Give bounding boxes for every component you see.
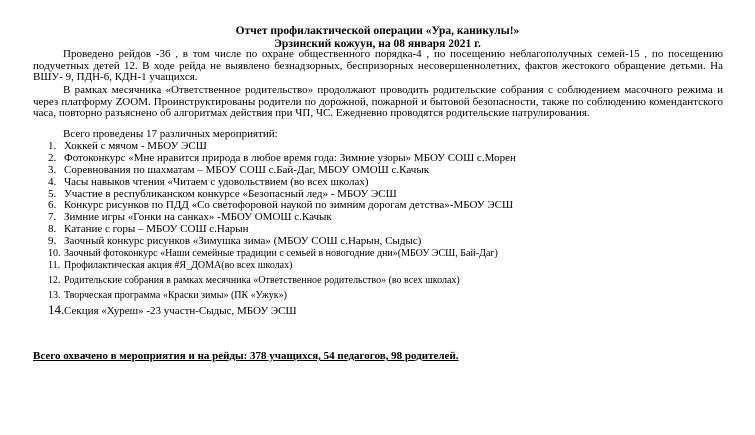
list-item-number: 1. (48, 140, 57, 152)
list-item-number: 13. (48, 289, 61, 301)
list-item-number: 9. (48, 235, 57, 248)
list-item (48, 259, 516, 271)
list-item-number: 4. (48, 175, 57, 188)
list-item (48, 176, 516, 188)
raids-paragraph: Проведено рейдов -36 , в том числе по охране общественного порядка-4 , по посещению неблагополучных семей-15 , по посещению подучетных детей 12. В ходе рейда не выявлено безнадзорных, беспризорных несовершеннолетних, фактов жестокого обращение детьми. На ВШУ- 9, ПДН-6, КДН-1 учащихся. (33, 48, 723, 83)
list-item (48, 164, 516, 176)
list-item-text: Участие в республиканском конкурсе «Безопасный лед» - МБОУ ЭСШ (64, 187, 397, 200)
list-item (48, 289, 516, 301)
list-item-text: Родительские собрания в рамках месячника «Ответственное родительство» (во всех школах) (64, 274, 460, 286)
list-item (48, 235, 516, 247)
list-item-number: 8. (48, 223, 57, 236)
events-list (48, 140, 516, 320)
list-item-number: 14. (48, 301, 65, 317)
list-item-number: 2. (48, 151, 57, 164)
list-item (48, 152, 516, 164)
list-item (48, 223, 516, 235)
list-item-number: 11. (48, 259, 61, 271)
list-item (48, 188, 516, 200)
list-item-text: Творческая программа «Краски зимы» (ПК «Ужук») (64, 289, 287, 301)
summary-total: Всего охвачено в мероприятия и на рейды: 378 учащихся, 54 педагогов, 98 родителей. (33, 350, 459, 362)
list-item-text: Заочный фотоконкурс «Наши семейные традиции с семьей в новогодние дни»(МБОУ ЭСШ, Бай-Даг) (64, 248, 498, 260)
list-item-number: 6. (48, 199, 57, 212)
list-item-text: Профилактическая акция #Я_ДОМА(во всех школах) (64, 259, 293, 271)
list-item (48, 140, 516, 152)
list-item (48, 274, 516, 286)
list-item-text: Заочный конкурс рисунков «Зимушка зима» (МБОУ СОШ с.Нарын, Сыдыс) (64, 235, 422, 248)
list-item-text: Зимние игры «Гонки на санках» -МБОУ ОМОШ с.Качык (64, 211, 332, 224)
list-item (48, 211, 516, 223)
list-item-text: Часы навыков чтения «Читаем с удовольствием (во всех школах) (64, 175, 369, 188)
events-intro: Всего проведены 17 различных мероприятий: (63, 128, 278, 140)
report-subtitle: Эрзинский кожуун, на 08 января 2021 г. (274, 38, 481, 50)
list-item-text: Соревнования по шахматам – МБОУ СОШ с.Бай-Даг, МБОУ ОМОШ с.Качык (64, 163, 430, 176)
list-item-text: Фотоконкурс «Мне нравится природа в любое время года: Зимние узоры» МБОУ СОШ с.Морен (64, 151, 516, 164)
month-paragraph: В рамках месячника «Ответственное родительство» продолжают проводить родительские собрания с соблюдением масочного режима и через платформу ZOOM. Проинструктированы родители по дорожной, пожарной и бытовой безопасности, также по соблюдению комендантского часа, повторно разъяснено об алгоритмах действия при ЧП, ЧС. Ежедневно проводятся родительские патрулирования. (33, 84, 723, 119)
list-item-text: Конкурс рисунков по ПДД «Со светофоровой наукой по зимним дорогам детства»-МБОУ ЭСШ (64, 199, 514, 212)
list-item-number: 12. (48, 274, 61, 286)
list-item-text: Хоккей с мячом - МБОУ ЭСШ (64, 140, 207, 152)
list-item-number: 3. (48, 163, 57, 176)
list-item-number: 5. (48, 187, 57, 200)
report-title: Отчет профилактической операции «Ура, каникулы!» (235, 25, 520, 37)
list-item-number: 10. (48, 248, 61, 260)
list-item-text: Катание с горы – МБОУ СОШ с.Нарын (64, 223, 249, 236)
list-item (48, 301, 516, 320)
list-item-number: 7. (48, 211, 57, 224)
list-item (48, 199, 516, 211)
list-item-text: Секция «Хуреш» -23 участн-Сыдыс, МБОУ ЭСШ (64, 304, 297, 317)
list-item (48, 247, 516, 259)
